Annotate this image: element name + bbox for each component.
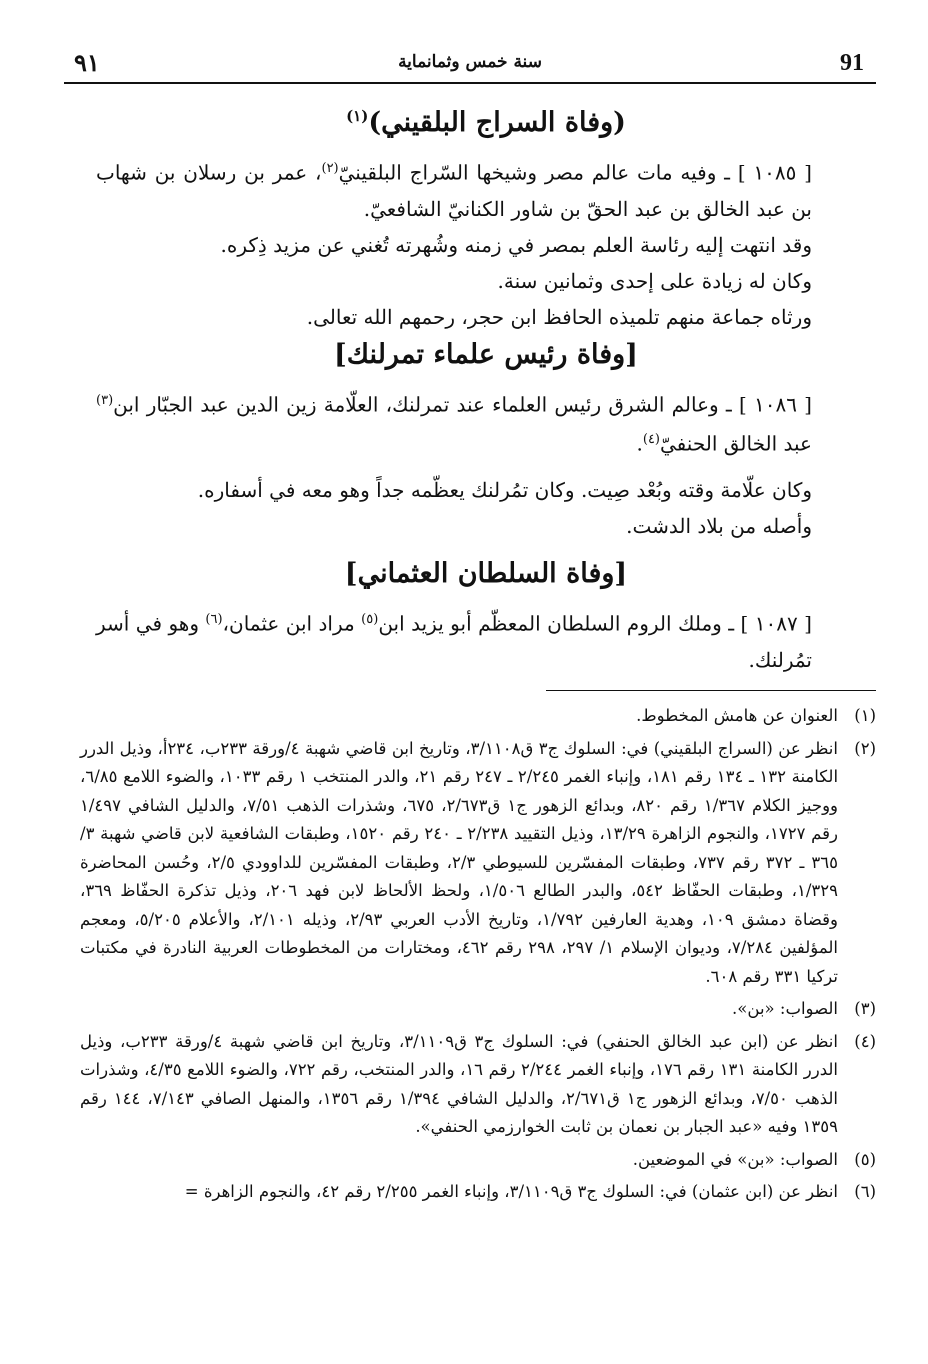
footnote-marker[interactable]: (٦)	[205, 611, 223, 627]
entry-number: [ ١٠٨٥ ]	[737, 160, 812, 185]
section-heading: [وفاة السلطان العثماني]	[344, 557, 628, 589]
text-paragraph: وأصله من بلاد الدشت.	[626, 513, 812, 538]
text-paragraph: وكان له زيادة على إحدى وثمانين سنة.	[497, 268, 812, 293]
footnote: (٣) الصواب: «بن».	[80, 995, 876, 1024]
page-number-latin: 91	[840, 50, 864, 76]
footnote-number: (٣)	[854, 999, 876, 1018]
footnote: (٦) انظر عن (ابن عثمان) في: السلوك ج٣ ق٣/١١٠٩، وإنباء الغمر ٢/٢٥٥ رقم ٤٢، والنجوم الزاهرة =	[80, 1178, 876, 1207]
entry-number: [ ١٠٨٧ ]	[740, 611, 812, 636]
footnote-marker[interactable]: (٥)	[361, 611, 379, 627]
entry-paragraph: [ ١٠٨٥ ] ـ وفيه مات عالم مصر وشيخها السّراج البلقينيّ$^{(٢)}$، عمر بن رسلان بن شهاب بن عبد الخالق بن عبد الحقّ بن شاور الكنانيّ الشافعيّ.	[96, 160, 812, 221]
footnote-marker[interactable]: (٤)	[642, 432, 660, 448]
footnote-number: (٥)	[854, 1149, 876, 1169]
page-header	[64, 42, 876, 84]
footnote: (٤) انظر عن (ابن عبد الخالق الحنفي) في: السلوك ج٣ ق٣/١١٠٩، وتاريخ ابن قاضي شهبة ٤/ورقة ٢٣٣ب، وذيل الدرر الكامنة ١٣١ رقم ١٧٦، وإنباء الغمر ٢/٢٤٤ رقم ١٦، والدر المنتخب، رقم ٧٢٢، والضوء اللامع ٤/٣٥، وشذرات الذهب ٧/٥٠، وبدائع الزهور ج١ ق٢/٦٧١، والدليل الشافي ١/٣٩٤ رقم ١٣٥٦، والمنهل الصافي ٧/١٤٣، ١٤٤ رقم ١٣٥٩ وفيه «عبد الجبار بن نعمان بن ثابت الخوارزمي الحنفي».	[80, 1028, 876, 1142]
page-number-arabic: ٩١	[74, 48, 100, 77]
section-tamerlane-scholar	[96, 335, 876, 544]
text-paragraph: وكان علّامة وقته وبُعْد صِيت. وكان تمُرلنك يعظّمه جداً وهو معه في أسفاره.	[197, 477, 812, 502]
section-siraj-bulqini	[96, 96, 876, 335]
footnote: (١) العنوان عن هامش المخطوط.	[80, 702, 876, 731]
footnotes	[80, 702, 876, 1211]
section-heading: (وفاة السراج البلقيني)$^{(١)}$	[346, 107, 626, 138]
footnote: (٥) الصواب: «بن» في الموضعين.	[80, 1146, 876, 1175]
text-paragraph: ورثاه جماعة منهم تلميذه الحافظ ابن حجر، رحمهم الله تعالى.	[306, 304, 812, 329]
entry-paragraph: [ ١٠٨٧ ] ـ وملك الروم السلطان المعظّم أبو يزيد ابن$^{(٥)}$ مراد ابن عثمان،$^{(٦)}$ وهو في أسر تمُرلنك.	[96, 611, 812, 672]
footnote-marker[interactable]: (٣)	[96, 392, 114, 408]
footnote-separator	[546, 690, 876, 691]
footnote-number: (٦)	[854, 1182, 876, 1201]
footnote-number: (٤)	[854, 1031, 876, 1051]
main-text	[96, 96, 876, 678]
footnote-number: (١)	[854, 706, 876, 725]
footnote: (٢) انظر عن (السراج البلقيني) في: السلوك ج٣ ق٣/١١٠٨، وتاريخ ابن قاضي شهبة ٤/ورقة ٢٣٣ب، ٢٣٤أ، وذيل الدرر الكامنة ١٣٢ ـ ١٣٤ رقم ١٨١، وإنباء الغمر ٢/٢٤٥ ـ ٢٤٧ رقم ٢١، والدر المنتخب ١ رقم ١٠٣٣، والضوء اللامع ٦/٨٥، ووجيز الكلام ١/٣٦٧ رقم ٨٢٠، وبدائع الزهور ج١ ق٢/٦٧٣، ٦٧٥، وشذرات الذهب ٧/٥١، والدليل الشافي ١/٤٩٧ رقم ١٧٢٧، والنجوم الزاهرة ١٣/٢٩، وذيل التقييد ٢/٢٣٨ ـ ٢٤٠ رقم ١٥٢٠، وطبقات الشافعية لابن قاضي شهبة ٣/ ٣٦٥ ـ ٣٧٢ رقم ٧٣٧، وطبقات المفسّرين للسيوطي ٢/٣، وطبقات المفسّرين للداوودي ٢/٥، وحُسن المحاضرة ١/٣٢٩، وطبقات الحفّاظ ٥٤٢، والبدر الطالع ١/٥٠٦، ولحظ الألحاظ لابن فهد ٢٠٦، وذيل تذكرة الحفّاظ ٣٦٩، وقضاة دمشق ١٠٩، وهدية العارفين ١/٧٩٢، وتاريخ الأدب العربي ٢/٩٣، وذيله ٢/١٠١، والأعلام ٥/٢٠٥، ومعجم المؤلفين ٧/٢٨٤، وديوان الإسلام ١/ ٢٩٧، ٢٩٨ رقم ٤٦٢، ومختارات من المخطوطات العربية النادرة في مكتبات تركيا ٣٣١ رقم ٦٠٨.	[80, 735, 876, 992]
section-heading: [وفاة رئيس علماء تمرلنك]	[334, 338, 638, 370]
section-ottoman-sultan	[96, 554, 876, 678]
running-title: سنة خمس وثمانماية	[398, 52, 542, 72]
entry-number: [ ١٠٨٦ ]	[738, 392, 812, 417]
entry-paragraph: [ ١٠٨٦ ] ـ وعالم الشرق رئيس العلماء عند تمرلنك، العلّامة زين الدين عبد الجبّار ابن$^{(٣)}$ عبد الخالق الحنفيّ$^{(٤)}$.	[96, 392, 812, 456]
footnote-number: (٢)	[854, 738, 876, 758]
footnote-marker[interactable]: (٢)	[321, 161, 339, 176]
footnote-marker[interactable]: (١)	[346, 107, 369, 125]
text-paragraph: وقد انتهت إليه رئاسة العلم بمصر في زمنه وشُهرته تُغني عن مزيد ذِكره.	[220, 232, 812, 257]
